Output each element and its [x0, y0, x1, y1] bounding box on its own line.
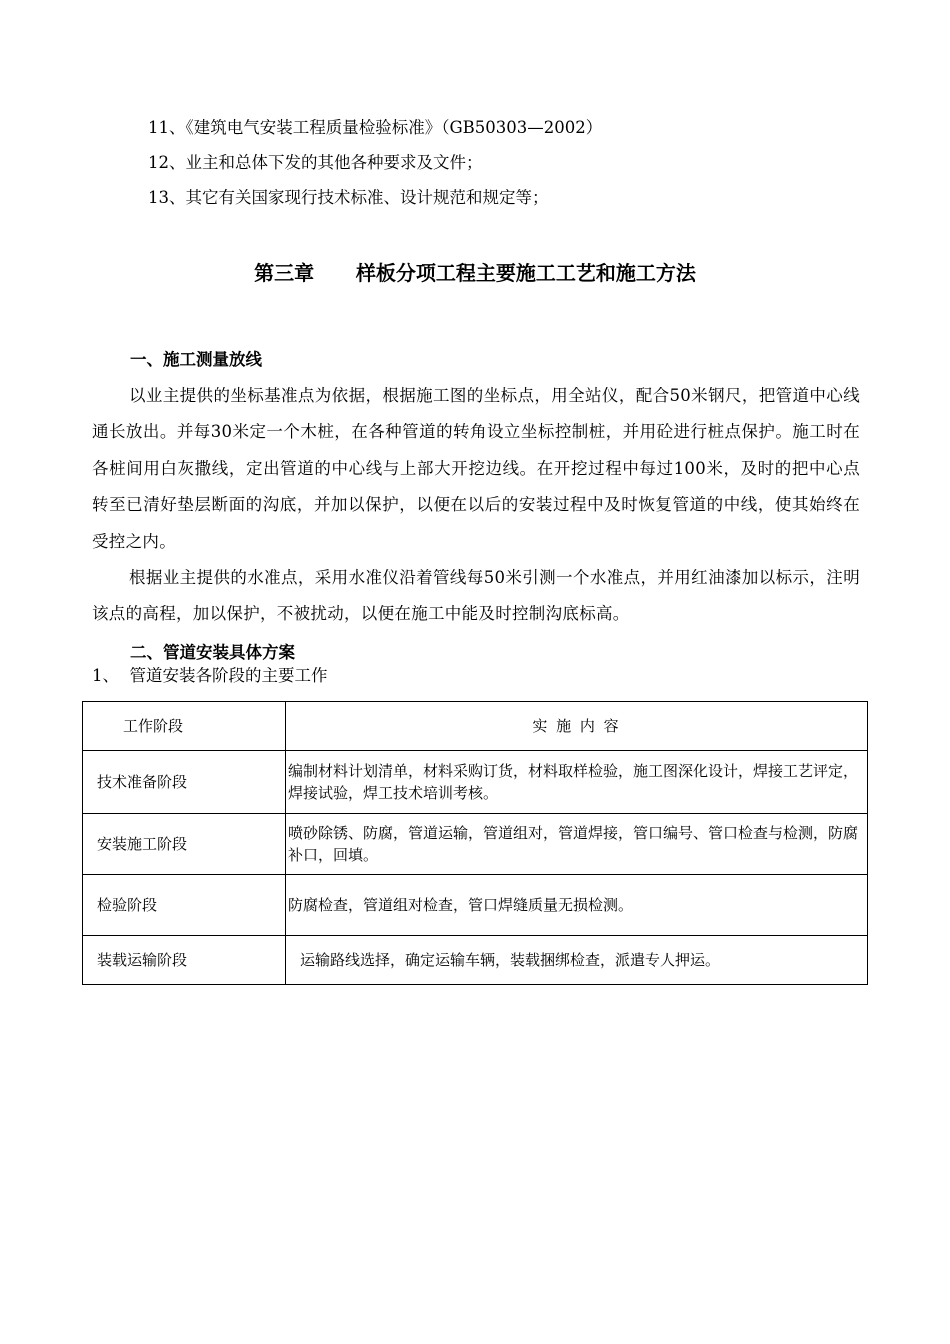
paragraph-survey-2: 根据业主提供的水准点，采用水准仪沿着管线每50米引测一个水准点，并用红油漆加以标示，注明该点的高程，加以保护，不被扰动，以便在施工中能及时控制沟底标高。: [92, 568, 860, 624]
table-row: [83, 814, 868, 875]
stage-table: [82, 701, 868, 985]
stage-cell: 检验阶段: [83, 875, 286, 936]
stage-cell: 技术准备阶段: [83, 751, 286, 814]
table-row: [83, 751, 868, 814]
table-row: [83, 936, 868, 985]
paragraph-survey-1: 以业主提供的坐标基准点为依据，根据施工图的坐标点，用全站仪，配合50米钢尺，把管道中心线通长放出。并每30米定一个木桩，在各种管道的转角设立坐标控制桩，并用砼进行桩点保护。施工时在各桩间用白灰撒线，定出管道的中心线与上部大开挖边线。在开挖过程中每过100米，及时的把中心点转至已清好垫层断面的沟底，并加以保护，以便在以后的安装过程中及时恢复管道的中线，使其始终在受控之内。: [92, 386, 860, 551]
section-heading-pipe-install: 二、管道安装具体方案: [130, 643, 295, 662]
header-content: 实 施 内 容: [286, 702, 868, 751]
content-cell: 防腐检查，管道组对检查，管口焊缝质量无损检测。: [286, 875, 868, 936]
content-cell: 运输路线选择，确定运输车辆，装载捆绑检查，派遣专人押运。: [286, 936, 868, 985]
stage-cell: 装载运输阶段: [83, 936, 286, 985]
stage-cell: 安装施工阶段: [83, 814, 286, 875]
table-row: [83, 875, 868, 936]
subheading-stages: 1、 管道安装各阶段的主要工作: [92, 666, 328, 685]
list-item-12: 12、业主和总体下发的其他各种要求及文件；: [148, 153, 483, 172]
chapter-title: 第三章 样板分项工程主要施工工艺和施工方法: [254, 261, 696, 285]
header-stage: 工作阶段: [83, 702, 286, 751]
table-header-row: [83, 702, 868, 751]
section-heading-survey: 一、施工测量放线: [130, 350, 262, 369]
list-item-11: 11、《建筑电气安装工程质量检验标准》（GB50303—2002）: [148, 118, 603, 137]
content-cell: 喷砂除锈、防腐，管道运输，管道组对，管道焊接，管口编号、管口检查与检测，防腐补口，回填。: [286, 814, 868, 875]
content-cell: 编制材料计划清单，材料采购订货，材料取样检验，施工图深化设计，焊接工艺评定，焊接试验，焊工技术培训考核。: [286, 751, 868, 814]
list-item-13: 13、其它有关国家现行技术标准、设计规范和规定等；: [148, 188, 549, 207]
